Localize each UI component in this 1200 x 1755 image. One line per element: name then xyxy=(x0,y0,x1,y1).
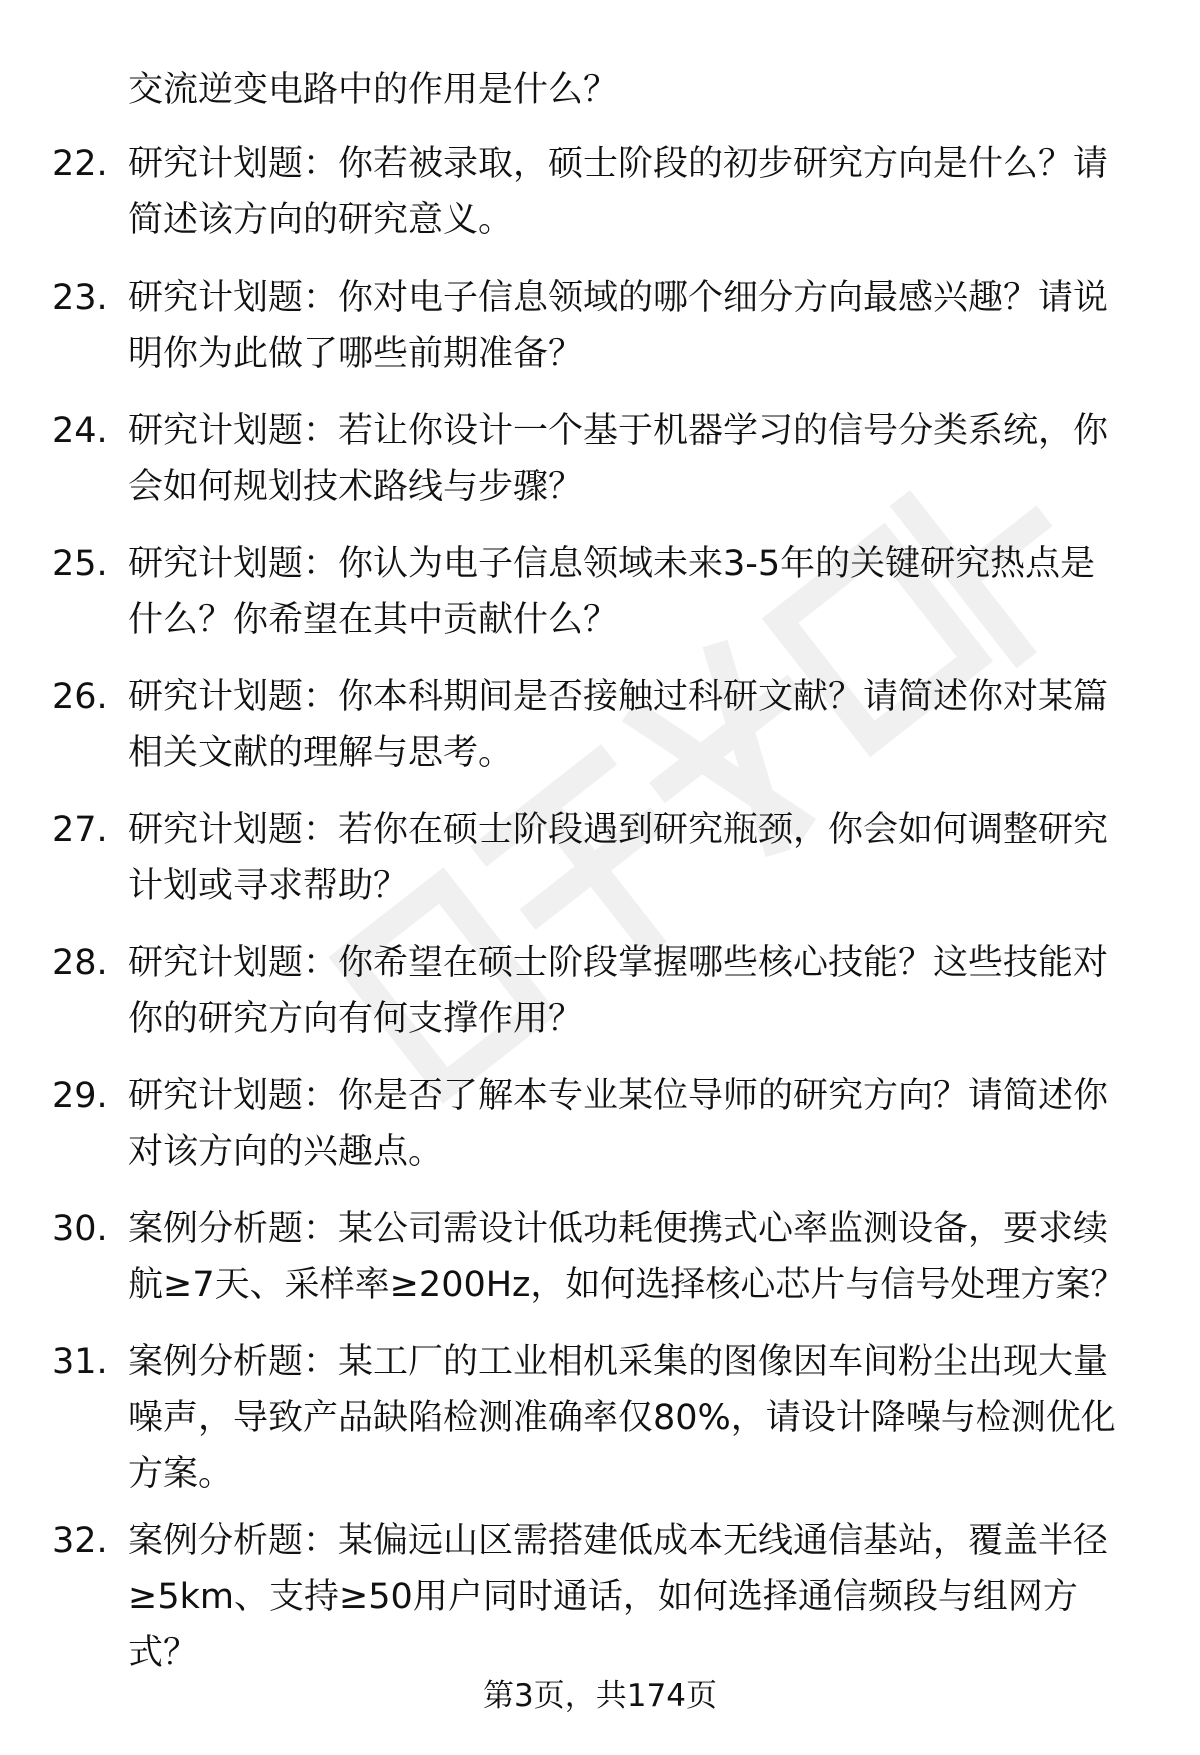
question-text-line: 式？ xyxy=(128,1633,199,1673)
question-text-line: 研究计划题：你本科期间是否接触过科研文献？请简述你对某篇 xyxy=(128,677,1109,717)
question-text-line: 会如何规划技术路线与步骤？ xyxy=(128,467,584,507)
question-text-line: 研究计划题：你认为电子信息领域未来3-5年的关键研究热点是 xyxy=(128,544,1096,584)
page-footer: 第3页，共174页 xyxy=(483,1678,717,1714)
question-text-line: 计划或寻求帮助？ xyxy=(128,866,409,906)
question-text-line: 方案。 xyxy=(128,1454,234,1494)
question-text-line: 研究计划题：你若被录取，硕士阶段的初步研究方向是什么？请 xyxy=(128,144,1109,184)
question-text-line: 明你为此做了哪些前期准备？ xyxy=(128,334,584,374)
question-number: 27. xyxy=(52,810,108,850)
question-text-line: 航≥7天、采样率≥200Hz，如何选择核心芯片与信号处理方案？ xyxy=(128,1265,1126,1305)
question-number: 25. xyxy=(52,544,108,584)
question-text-line: 研究计划题：你希望在硕士阶段掌握哪些核心技能？这些技能对 xyxy=(128,943,1109,983)
question-text-line: ≥5km、支持≥50用户同时通话，如何选择通信频段与组网方 xyxy=(128,1577,1078,1617)
question-text-line: 案例分析题：某公司需设计低功耗便携式心率监测设备，要求续 xyxy=(128,1209,1109,1249)
question-text-line: 你的研究方向有何支撑作用？ xyxy=(128,999,584,1039)
question-text-line: 案例分析题：某偏远山区需搭建低成本无线通信基站，覆盖半径 xyxy=(128,1521,1109,1561)
question-number: 26. xyxy=(52,677,108,717)
question-number: 24. xyxy=(52,411,108,451)
question-number: 30. xyxy=(52,1209,108,1249)
question-text-line: 研究计划题：你对电子信息领域的哪个细分方向最感兴趣？请说 xyxy=(128,278,1109,318)
question-number: 31. xyxy=(52,1342,108,1382)
question-text-line: 什么？你希望在其中贡献什么？ xyxy=(128,600,619,640)
question-number: 22. xyxy=(52,144,108,184)
question-text-line: 案例分析题：某工厂的工业相机采集的图像因车间粉尘出现大量 xyxy=(128,1342,1109,1382)
question-text-line: 对该方向的兴趣点。 xyxy=(128,1132,444,1172)
question-text-line: 研究计划题：若你在硕士阶段遇到研究瓶颈，你会如何调整研究 xyxy=(128,810,1109,850)
question-text-line: 研究计划题：你是否了解本专业某位导师的研究方向？请简述你 xyxy=(128,1076,1109,1116)
question-number: 28. xyxy=(52,943,108,983)
question-number: 32. xyxy=(52,1521,108,1561)
question-text-line: 简述该方向的研究意义。 xyxy=(128,200,514,240)
question-text-line: 噪声，导致产品缺陷检测准确率仅80%，请设计降噪与检测优化 xyxy=(128,1398,1116,1438)
question-number: 23. xyxy=(52,278,108,318)
question-text-line: 研究计划题：若让你设计一个基于机器学习的信号分类系统，你 xyxy=(128,411,1109,451)
question-number: 29. xyxy=(52,1076,108,1116)
question-text-line: 相关文献的理解与思考。 xyxy=(128,733,514,773)
continuation-text: 交流逆变电路中的作用是什么？ xyxy=(128,70,619,110)
